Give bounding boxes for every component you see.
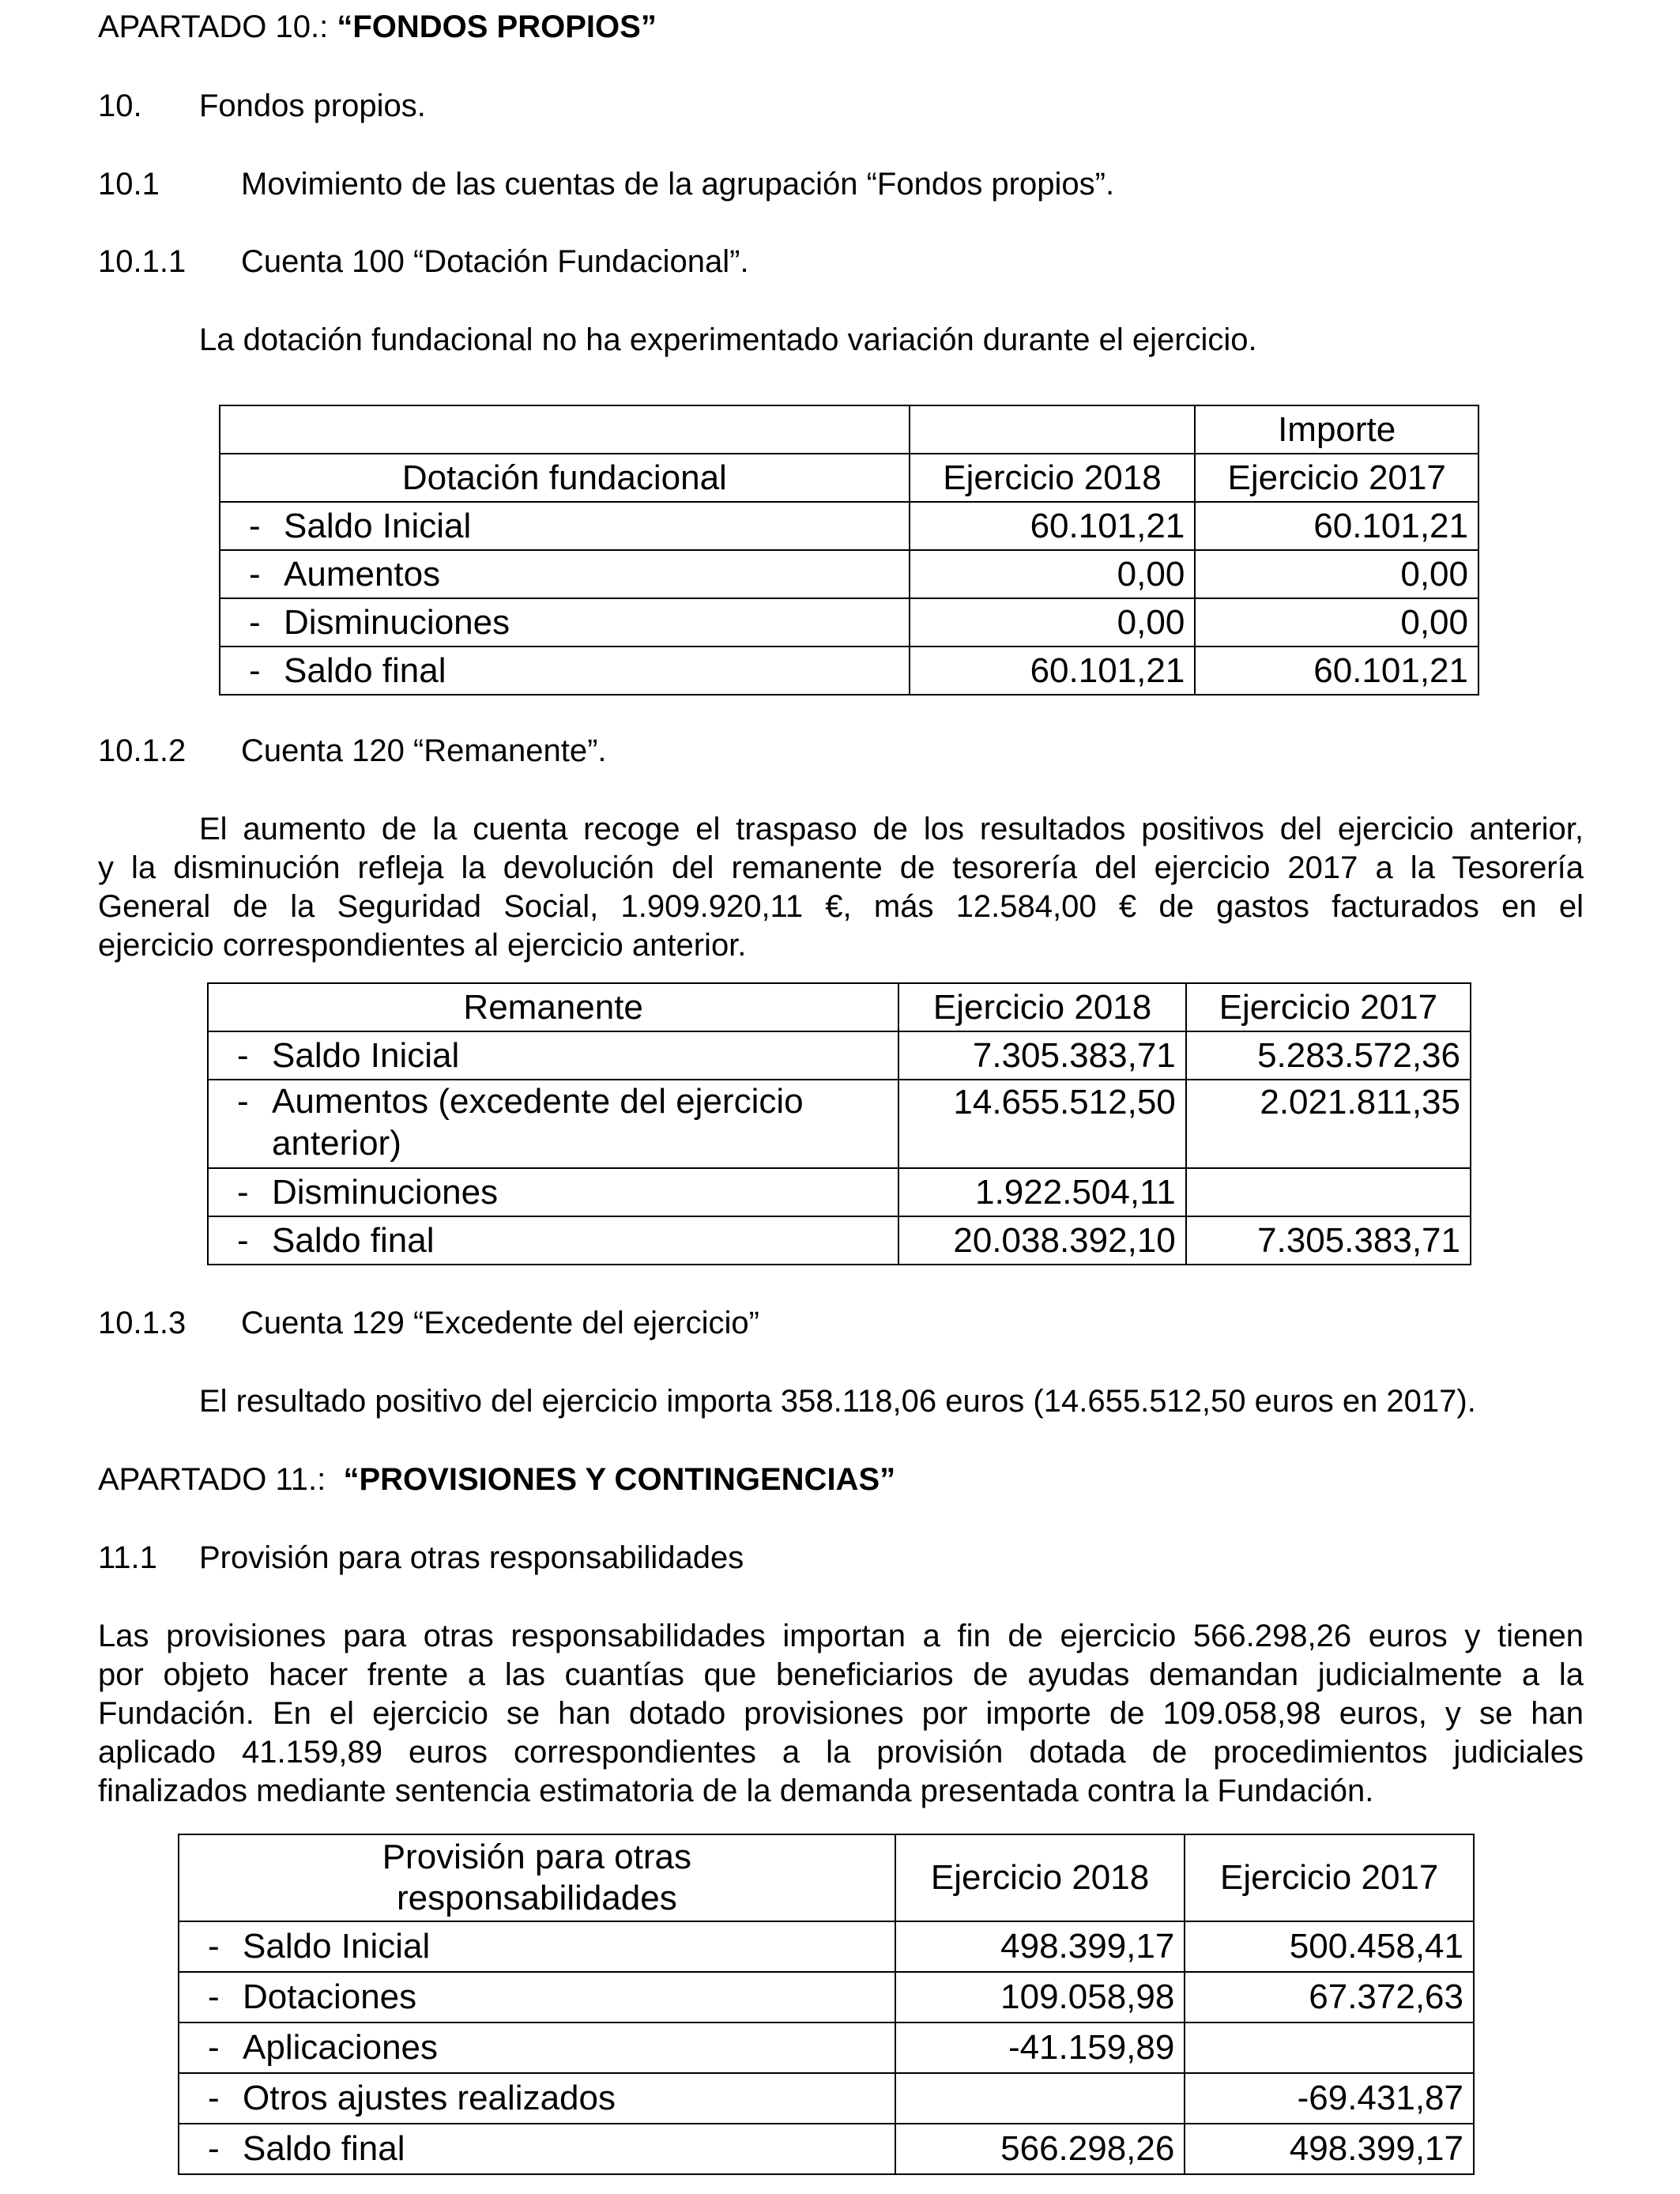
table-cell-2017: 7.305.383,71	[1186, 1216, 1471, 1265]
heading-10-1-3	[98, 1304, 759, 1342]
table-row-label	[179, 1972, 895, 2022]
table-cell-2017: 498.399,17	[1185, 2124, 1474, 2174]
section-11-heading	[98, 1461, 895, 1498]
table-cell-2017	[1186, 1168, 1471, 1216]
table-dotacion-fundacional	[219, 405, 1479, 696]
bullet-dash: -	[237, 1220, 249, 1260]
bullet-dash: -	[208, 1977, 220, 2016]
table-row-label	[208, 1080, 898, 1168]
table-header-year-2018: Ejercicio 2018	[898, 983, 1185, 1031]
heading-11-1-number: 11.1	[98, 1540, 157, 1575]
table-cell-2018: 109.058,98	[895, 1972, 1185, 2022]
table-cell-2018: 0,00	[910, 598, 1196, 647]
section-11-heading-title: “PROVISIONES Y CONTINGENCIAS”	[343, 1462, 896, 1497]
table-header-year-2017: Ejercicio 2017	[1185, 1834, 1474, 1921]
heading-10-1-1	[98, 243, 749, 281]
heading-10-1-1-text: Cuenta 100 “Dotación Fundacional”.	[241, 244, 749, 279]
bullet-dash: -	[249, 554, 261, 594]
heading-10-1-2-number: 10.1.2	[98, 733, 186, 768]
table-row	[208, 1080, 1471, 1168]
table-row	[179, 2022, 1474, 2073]
table-cell-2017: 60.101,21	[1195, 502, 1478, 550]
table-row	[179, 2073, 1474, 2124]
table-cell-2017	[1185, 2022, 1474, 2073]
table-row	[220, 647, 1478, 695]
row-label-text: Aplicaciones	[243, 2028, 439, 2067]
heading-10-1-3-number: 10.1.3	[98, 1306, 186, 1340]
heading-10-1	[98, 165, 1114, 203]
paragraph-line: y la disminución refleja la devolución del remanente de tesorería del ejercicio 2017 a la Tesorería	[98, 850, 1584, 885]
heading-10-1-2	[98, 732, 607, 770]
bullet-dash: -	[208, 1927, 220, 1966]
table-row-label	[220, 598, 910, 647]
heading-10-text: Fondos propios.	[199, 89, 426, 123]
table-header-row	[179, 1834, 1474, 1921]
table-row-label	[179, 2124, 895, 2174]
paragraph-line: por objeto hacer frente a las cuantías que beneficiarios de ayudas demandan judicialmente a la	[98, 1657, 1584, 1692]
paragraph-line: Las provisiones para otras responsabilidades importan a fin de ejercicio 566.298,26 euros y tienen	[98, 1619, 1584, 1653]
table-row	[179, 2124, 1474, 2174]
table-cell-2017: 2.021.811,35	[1186, 1080, 1471, 1168]
table-cell-2017: 0,00	[1195, 550, 1478, 598]
table-row	[208, 1031, 1471, 1080]
table-cell-2018: 60.101,21	[910, 502, 1196, 550]
table-cell-2018: 1.922.504,11	[898, 1168, 1185, 1216]
table-header-year-2017: Ejercicio 2017	[1186, 983, 1471, 1031]
paragraph-10-1-2	[98, 810, 1584, 965]
table-header-year-2018: Ejercicio 2018	[910, 454, 1196, 502]
table-provisiones	[178, 1834, 1475, 2175]
paragraph-11-1	[98, 1617, 1584, 1811]
row-label-text: Dotaciones	[243, 1977, 417, 2016]
bullet-dash: -	[249, 506, 261, 545]
paragraph-10-1-3: El resultado positivo del ejercicio importa 358.118,06 euros (14.655.512,50 euros en 2017).	[199, 1384, 1476, 1419]
section-10-heading-title: “FONDOS PROPIOS”	[337, 9, 657, 44]
bullet-dash: -	[237, 1082, 249, 1121]
table-cell-2018: 14.655.512,50	[898, 1080, 1185, 1168]
table-row-label	[220, 647, 910, 695]
row-label-text: Saldo Inicial	[272, 1035, 460, 1075]
row-label-text: Disminuciones	[284, 602, 510, 642]
table-row-label	[179, 1921, 895, 1972]
paragraph-line: finalizados mediante sentencia estimatoria de la demanda presentada contra la Fundación.	[98, 1774, 1374, 1808]
heading-10-number: 10.	[98, 89, 142, 123]
bullet-dash: -	[208, 2129, 220, 2168]
table-row-label	[208, 1031, 898, 1080]
row-label-text: Saldo final	[272, 1220, 435, 1260]
row-label-text: Otros ajustes realizados	[243, 2079, 616, 2117]
heading-11-1	[98, 1539, 744, 1577]
table-row	[208, 1168, 1471, 1216]
table-cell-2018: 566.298,26	[895, 2124, 1185, 2174]
bullet-dash: -	[237, 1172, 249, 1212]
paragraph-10-1-1: La dotación fundacional no ha experimentado variación durante el ejercicio.	[199, 322, 1257, 357]
row-label-text: Aumentos	[284, 554, 441, 594]
table-row-label	[220, 550, 910, 598]
table-cell-2018: -41.159,89	[895, 2022, 1185, 2073]
table-row	[220, 550, 1478, 598]
table-header-cell-empty	[220, 405, 910, 454]
table-header-label	[179, 1834, 895, 1921]
table-cell-2017: 5.283.572,36	[1186, 1031, 1471, 1080]
table-cell-2017: 0,00	[1195, 598, 1478, 647]
table-cell-2018: 20.038.392,10	[898, 1216, 1185, 1265]
table-cell-2018	[895, 2073, 1185, 2124]
bullet-dash: -	[249, 650, 261, 690]
paragraph-line: El aumento de la cuenta recoge el traspaso de los resultados positivos del ejercicio anterior,	[199, 812, 1584, 846]
bullet-dash: -	[208, 2079, 220, 2117]
table-header-cell-empty	[910, 405, 1196, 454]
heading-11-1-text: Provisión para otras responsabilidades	[199, 1540, 744, 1575]
table-cell-2018: 7.305.383,71	[898, 1031, 1185, 1080]
table-header-label-text: Provisión para otras responsabilidades	[382, 1838, 691, 1917]
heading-10-1-1-number: 10.1.1	[98, 244, 186, 279]
table-header-row	[220, 405, 1478, 454]
table-cell-2018: 0,00	[910, 550, 1196, 598]
table-header-row	[208, 983, 1471, 1031]
table-row-label	[220, 502, 910, 550]
table-row	[208, 1216, 1471, 1265]
heading-10-1-3-text: Cuenta 129 “Excedente del ejercicio”	[241, 1306, 759, 1340]
table-row	[220, 502, 1478, 550]
bullet-dash: -	[249, 602, 261, 642]
section-11-heading-prefix: APARTADO 11.:	[98, 1462, 344, 1497]
table-row	[220, 598, 1478, 647]
table-header-label: Dotación fundacional	[220, 454, 910, 502]
row-label-text: Saldo Inicial	[284, 506, 472, 545]
paragraph-line: General de la Seguridad Social, 1.909.920,11 €, más 12.584,00 € de gastos facturados en el	[98, 889, 1584, 924]
paragraph-line: aplicado 41.159,89 euros correspondientes a la provisión dotada de procedimientos judiciales	[98, 1735, 1584, 1770]
row-label-text: Saldo Inicial	[243, 1927, 431, 1966]
table-header-year-2018: Ejercicio 2018	[895, 1834, 1185, 1921]
heading-10	[98, 87, 426, 125]
table-header-importe: Importe	[1195, 405, 1478, 454]
table-header-label: Remanente	[208, 983, 898, 1031]
heading-10-1-text: Movimiento de las cuentas de la agrupación “Fondos propios”.	[241, 167, 1115, 202]
table-row-label	[208, 1168, 898, 1216]
section-10-heading-prefix: APARTADO 10.:	[98, 9, 337, 44]
table-row	[179, 1921, 1474, 1972]
row-label-text: Saldo final	[284, 650, 446, 690]
table-cell-2017: 500.458,41	[1185, 1921, 1474, 1972]
table-row-label	[208, 1216, 898, 1265]
paragraph-line: Fundación. En el ejercicio se han dotado provisiones por importe de 109.058,98 euros, y se han	[98, 1696, 1584, 1731]
table-header-row	[220, 454, 1478, 502]
table-row	[179, 1972, 1474, 2022]
bullet-dash: -	[208, 2028, 220, 2067]
row-label-text: Disminuciones	[272, 1172, 499, 1212]
table-remanente	[207, 982, 1471, 1265]
table-cell-2018: 60.101,21	[910, 647, 1196, 695]
table-cell-2017: -69.431,87	[1185, 2073, 1474, 2124]
row-label-text: Saldo final	[243, 2129, 405, 2168]
section-10-heading	[98, 8, 657, 46]
table-row-label	[179, 2073, 895, 2124]
table-row-label	[179, 2022, 895, 2073]
row-label-text: Aumentos (excedente del ejercicio anterior)	[272, 1082, 804, 1163]
table-cell-2017: 67.372,63	[1185, 1972, 1474, 2022]
heading-10-1-2-text: Cuenta 120 “Remanente”.	[241, 733, 607, 768]
table-cell-2017: 60.101,21	[1195, 647, 1478, 695]
table-header-year-2017: Ejercicio 2017	[1195, 454, 1478, 502]
bullet-dash: -	[237, 1035, 249, 1075]
paragraph-line: ejercicio correspondientes al ejercicio anterior.	[98, 928, 747, 963]
table-cell-2018: 498.399,17	[895, 1921, 1185, 1972]
heading-10-1-number: 10.1	[98, 167, 160, 202]
